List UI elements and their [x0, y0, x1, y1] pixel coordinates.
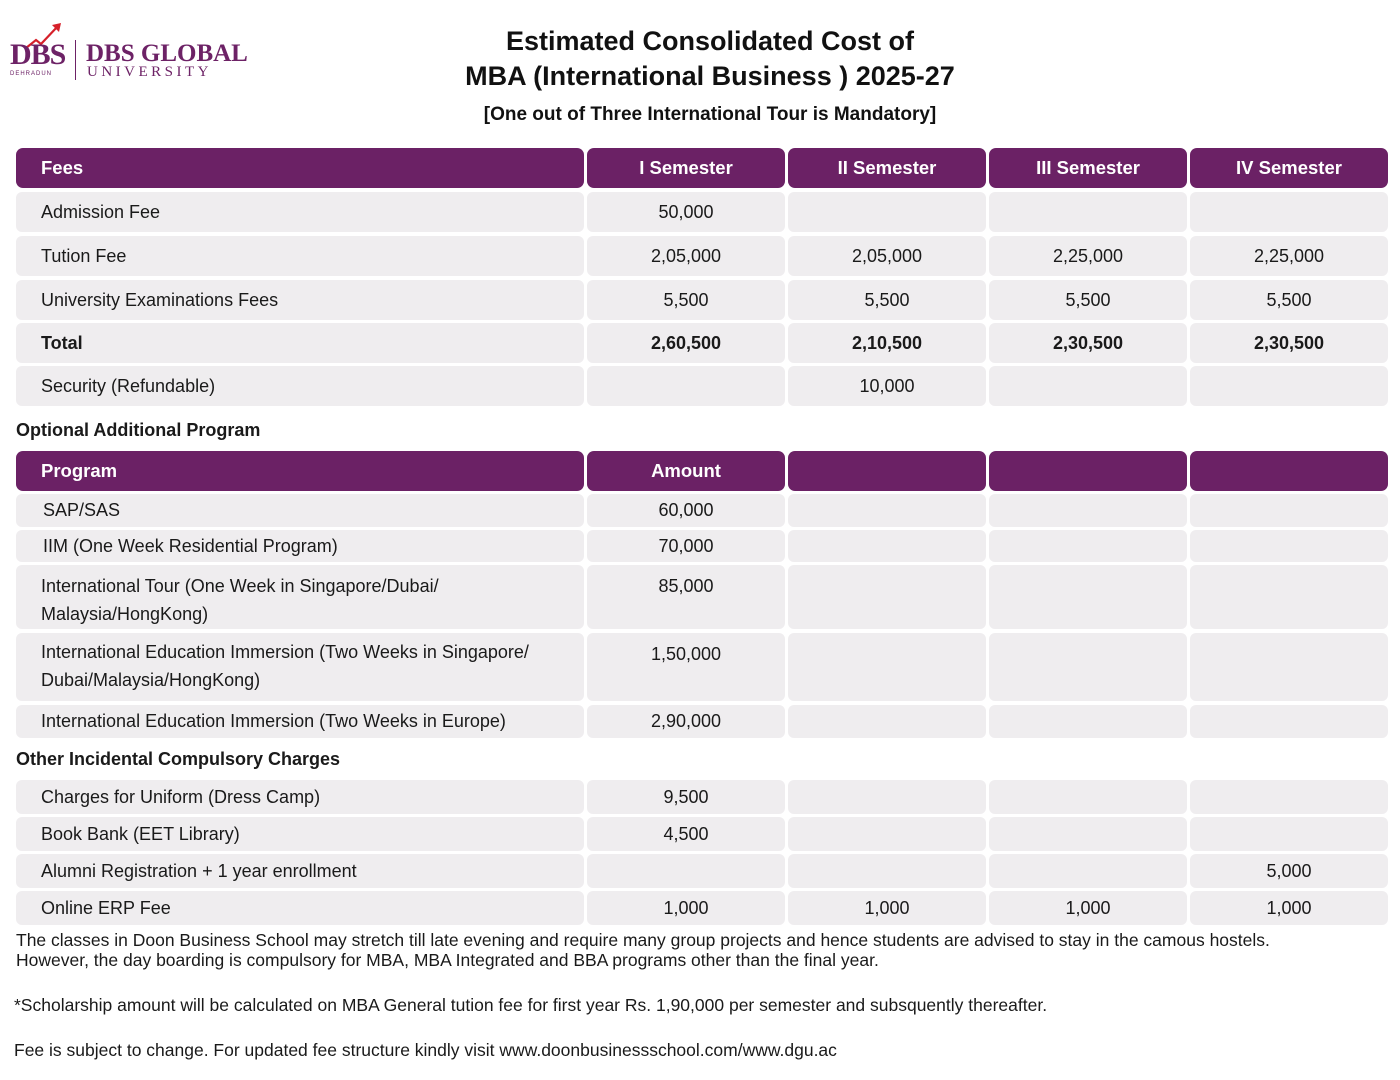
- charge-label: Book Bank (EET Library): [16, 817, 584, 851]
- fee-value: [788, 192, 986, 232]
- program-header-label: Program: [16, 451, 584, 491]
- fee-value: 2,25,000: [1190, 236, 1388, 276]
- fee-label-tution: Tution Fee: [16, 236, 584, 276]
- charge-value: [1190, 817, 1388, 851]
- fee-value: 50,000: [587, 192, 785, 232]
- amount-header-label: Amount: [587, 451, 785, 491]
- fee-value: [1190, 366, 1388, 406]
- program-label: SAP/SAS: [16, 494, 584, 527]
- fee-value: 2,05,000: [587, 236, 785, 276]
- fee-total-value: 2,60,500: [587, 323, 785, 363]
- charge-value: [788, 780, 986, 814]
- program-label: International Tour (One Week in Singapore/Dubai/ Malaysia/HongKong): [16, 565, 584, 629]
- empty-cell: [989, 565, 1187, 629]
- fee-value: [1190, 192, 1388, 232]
- charge-value: 9,500: [587, 780, 785, 814]
- empty-cell: [788, 530, 986, 562]
- charge-value: 1,000: [989, 891, 1187, 925]
- page-subtitle: [One out of Three International Tour is Mandatory]: [483, 104, 937, 125]
- empty-cell: [989, 633, 1187, 701]
- page-title-line2: MBA (International Business ) 2025-27: [465, 61, 955, 91]
- charge-value: [788, 854, 986, 888]
- section-title-optional: Optional Additional Program: [16, 420, 261, 440]
- fee-total-value: 2,30,500: [1190, 323, 1388, 363]
- hostel-note-line2: However, the day boarding is compulsory for MBA, MBA Integrated and BBA programs other than the final year.: [16, 950, 879, 970]
- charge-label: Online ERP Fee: [16, 891, 584, 925]
- program-amount: 85,000: [587, 565, 785, 629]
- program-amount: 60,000: [587, 494, 785, 527]
- fee-value: [989, 366, 1187, 406]
- empty-cell: [1190, 705, 1388, 738]
- fee-value: 5,500: [788, 280, 986, 320]
- fees-header-label: Fees: [16, 148, 584, 188]
- charge-value: [989, 854, 1187, 888]
- fee-value: 2,25,000: [989, 236, 1187, 276]
- charge-value: [989, 817, 1187, 851]
- blank-header: [788, 451, 986, 491]
- empty-cell: [1190, 565, 1388, 629]
- empty-cell: [989, 494, 1187, 527]
- section-title-incidental: Other Incidental Compulsory Charges: [16, 749, 341, 769]
- header-semester-2: II Semester: [788, 148, 986, 188]
- blank-header: [989, 451, 1187, 491]
- hostel-note-line1: The classes in Doon Business School may stretch till late evening and require many group projects and hence students are advised to stay in the camous hostels.: [16, 930, 1270, 950]
- program-amount: 2,90,000: [587, 705, 785, 738]
- charge-value: 1,000: [788, 891, 986, 925]
- charge-label: Alumni Registration + 1 year enrollment: [16, 854, 584, 888]
- fee-label-security: Security (Refundable): [16, 366, 584, 406]
- fee-value: 5,500: [989, 280, 1187, 320]
- fee-value: 10,000: [788, 366, 986, 406]
- fee-label-exam: University Examinations Fees: [16, 280, 584, 320]
- program-label: IIM (One Week Residential Program): [16, 530, 584, 562]
- logo-location: DEHRADUN: [10, 71, 53, 77]
- fee-value: 5,500: [587, 280, 785, 320]
- header-semester-3: III Semester: [989, 148, 1187, 188]
- empty-cell: [788, 494, 986, 527]
- fee-value: 5,500: [1190, 280, 1388, 320]
- fee-change-note: Fee is subject to change. For updated fee structure kindly visit www.doonbusinessschool.com/www.dgu.ac: [14, 1040, 837, 1060]
- charge-value: 4,500: [587, 817, 785, 851]
- empty-cell: [788, 633, 986, 701]
- charge-label: Charges for Uniform (Dress Camp): [16, 780, 584, 814]
- charge-value: 1,000: [587, 891, 785, 925]
- fee-value: [587, 366, 785, 406]
- fee-total-value: 2,10,500: [788, 323, 986, 363]
- program-amount: 1,50,000: [587, 633, 785, 701]
- empty-cell: [989, 530, 1187, 562]
- fee-value: 2,05,000: [788, 236, 986, 276]
- logo-mark: DBS: [10, 38, 66, 71]
- logo-name: DBS GLOBAL: [86, 40, 248, 67]
- empty-cell: [989, 705, 1187, 738]
- empty-cell: [788, 705, 986, 738]
- logo-university: UNIVERSITY: [87, 64, 212, 80]
- empty-cell: [1190, 530, 1388, 562]
- program-label: International Education Immersion (Two Weeks in Singapore/ Dubai/Malaysia/HongKong): [16, 633, 584, 701]
- blank-header: [1190, 451, 1388, 491]
- charge-value: [788, 817, 986, 851]
- header-semester-4: IV Semester: [1190, 148, 1388, 188]
- empty-cell: [1190, 494, 1388, 527]
- fee-value: [989, 192, 1187, 232]
- charge-value: 5,000: [1190, 854, 1388, 888]
- empty-cell: [1190, 633, 1388, 701]
- scholarship-note: *Scholarship amount will be calculated on MBA General tution fee for first year Rs. 1,90,000 per semester and subsquently thereafter.: [14, 995, 1048, 1015]
- fee-total-value: 2,30,500: [989, 323, 1187, 363]
- charge-value: [989, 780, 1187, 814]
- program-amount: 70,000: [587, 530, 785, 562]
- header-semester-1: I Semester: [587, 148, 785, 188]
- page-title-line1: Estimated Consolidated Cost of: [505, 26, 915, 56]
- fee-label-admission: Admission Fee: [16, 192, 584, 232]
- empty-cell: [788, 565, 986, 629]
- charge-value: [1190, 780, 1388, 814]
- charge-value: 1,000: [1190, 891, 1388, 925]
- charge-value: [587, 854, 785, 888]
- fee-label-total: Total: [16, 323, 584, 363]
- program-label: International Education Immersion (Two Weeks in Europe): [16, 705, 584, 738]
